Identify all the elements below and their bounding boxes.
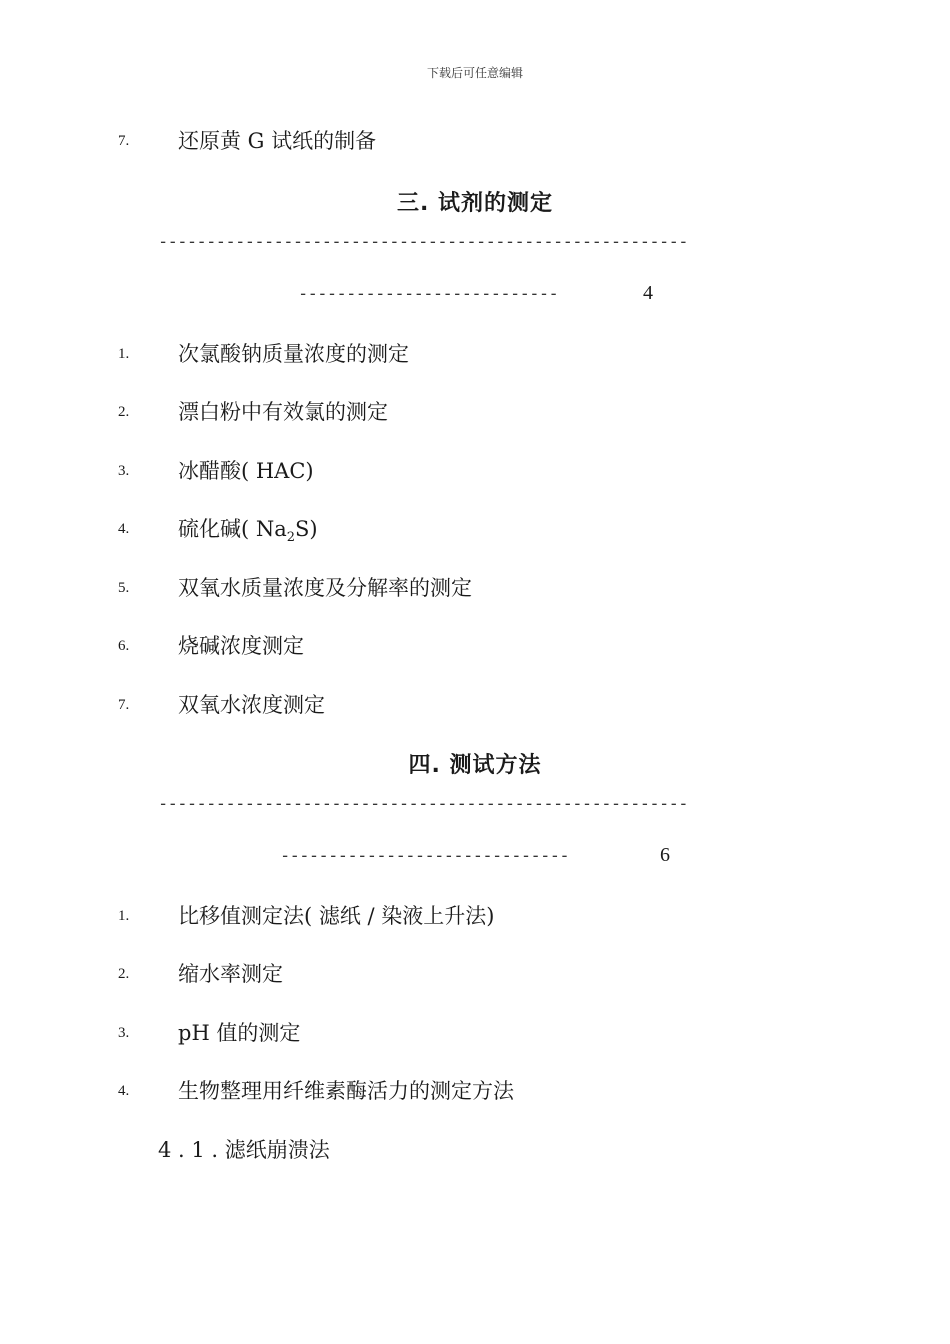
list-item-label: 生物整理用纤维素酶活力的测定方法 <box>178 1079 514 1103</box>
list-item-label: 次氯酸钠质量浓度的测定 <box>178 342 409 366</box>
list-item-label: 双氧水浓度测定 <box>178 693 325 717</box>
list-item-number: 7. <box>118 133 130 149</box>
list-item-label: 烧碱浓度测定 <box>178 634 304 658</box>
list-item-number: 2. <box>118 404 130 420</box>
toc-leader-line: ------------------------------ <box>280 846 570 866</box>
list-item-number: 6. <box>118 638 130 654</box>
toc-leader-line: ------------------------------------------------------- <box>158 794 688 814</box>
section-title: 四. 测试方法 <box>408 753 542 778</box>
list-item-number: 1. <box>118 346 130 362</box>
section-title: 三. 试剂的测定 <box>396 191 554 216</box>
list-item-label: 缩水率测定 <box>178 962 283 986</box>
toc-leader-line: --------------------------- <box>298 284 559 304</box>
list-item-number: 4. <box>118 1083 130 1099</box>
list-item-number: 1. <box>118 908 130 924</box>
list-item-number: 7. <box>118 697 130 713</box>
list-item-label: 还原黄 G 试纸的制备 <box>178 129 377 153</box>
label-text: S) <box>295 517 318 541</box>
list-item-label: 冰醋酸( HAC) <box>178 459 314 483</box>
sub-list-item: 4 . 1 . 滤纸崩溃法 <box>158 1138 330 1162</box>
toc-page-number: 4 <box>643 282 653 304</box>
list-item-label: 比移值测定法( 滤纸 / 染液上升法) <box>178 904 495 928</box>
toc-leader-line: ------------------------------------------------------- <box>158 232 688 252</box>
label-text: 硫化碱( Na <box>178 517 287 541</box>
page-header-note: 下载后可任意编辑 <box>426 66 523 80</box>
list-item-number: 3. <box>118 463 130 479</box>
list-item-label: 双氧水质量浓度及分解率的测定 <box>178 576 472 600</box>
subscript-text: 2 <box>286 530 296 546</box>
list-item-number: 3. <box>118 1025 130 1041</box>
list-item-label <box>178 514 318 553</box>
toc-page-number: 6 <box>660 844 670 866</box>
list-item-number: 5. <box>118 580 130 596</box>
list-item-label: 漂白粉中有效氯的测定 <box>178 400 388 424</box>
list-item-number: 4. <box>118 521 130 537</box>
list-item-label: pH 值的测定 <box>178 1021 301 1045</box>
list-item-number: 2. <box>118 966 130 982</box>
